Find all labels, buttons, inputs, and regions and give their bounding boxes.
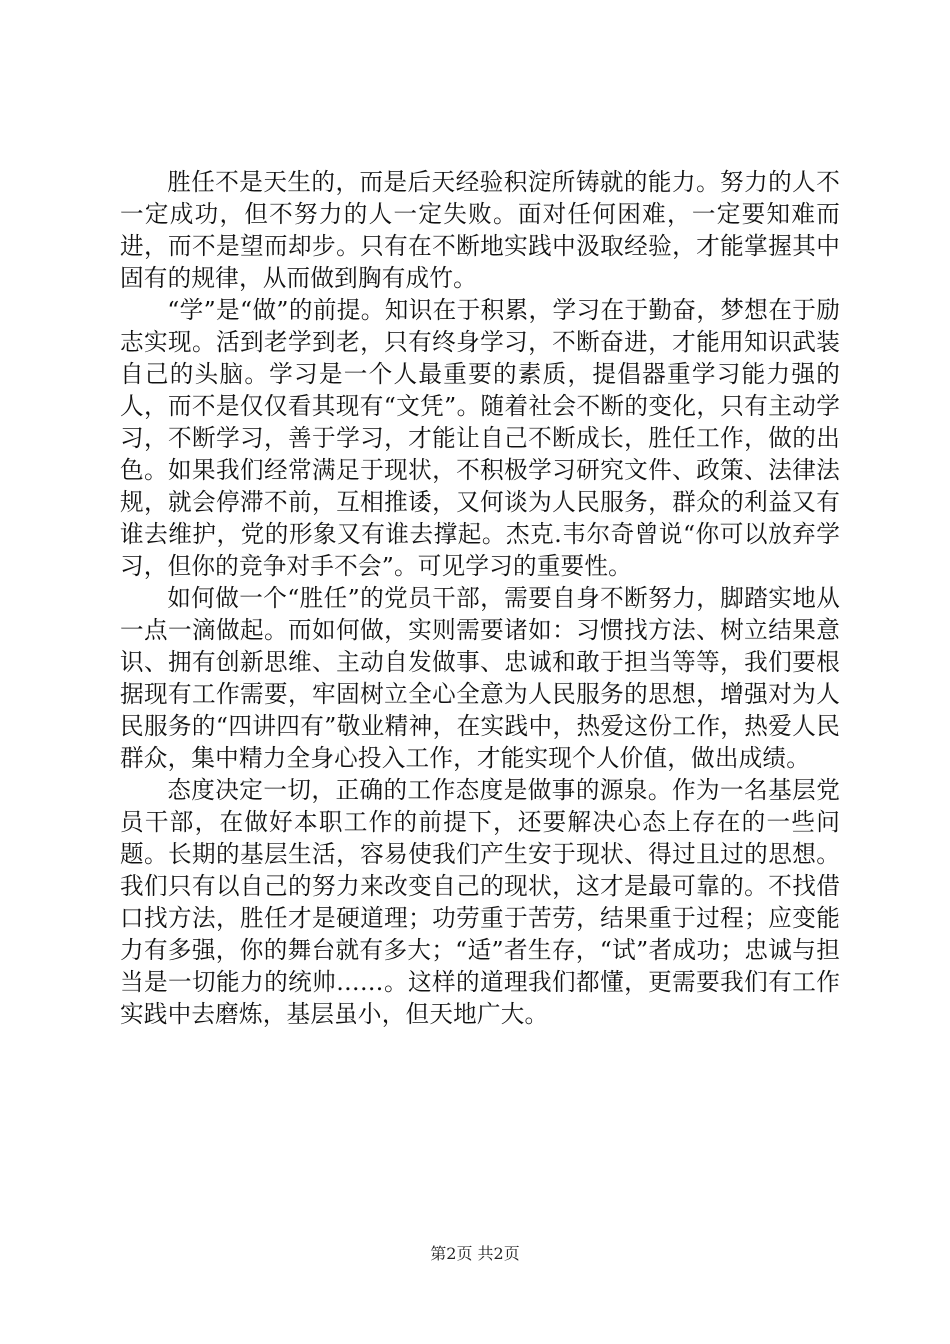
paragraph-4: 态度决定一切，正确的工作态度是做事的源泉。作为一名基层党员干部，在做好本职工作的前提下，还要解决心态上存在的一些问题。长期的基层生活，容易使我们产生安于现状、得过且过的思想。我们只有以自己的努力来改变自己的现状，这才是最可靠的。不找借口找方法，胜任才是硬道理；功劳重于苦劳，结果重于过程；应变能力有多强，你的舞台就有多大；“适”者生存，“试”者成功；忠诚与担当是一切能力的统帅……。这样的道理我们都懂，更需要我们有工作实践中去磨炼，基层虽小，但天地广大。 [120,776,840,1028]
paragraph-2: “学”是“做”的前提。知识在于积累，学习在于勤奋，梦想在于励志实现。活到老学到老，只有终身学习，不断奋进，才能用知识武装自己的头脑。学习是一个人最重要的素质，提倡器重学习能力强的人，而不是仅仅看其现有“文凭”。随着社会不断的变化，只有主动学习，不断学习，善于学习，才能让自己不断成长，胜任工作，做的出色。如果我们经常满足于现状，不积极学习研究文件、政策、法律法规，就会停滞不前，互相推诿，又何谈为人民服务，群众的利益又有谁去维护，党的形象又有谁去撑起。杰克.韦尔奇曾说“你可以放弃学习，但你的竞争对手不会”。可见学习的重要性。 [120,296,840,580]
body-text [120,166,840,1030]
paragraph-3: 如何做一个“胜任”的党员干部，需要自身不断努力，脚踏实地从一点一滴做起。而如何做，实则需要诸如：习惯找方法、树立结果意识、拥有创新思维、主动自发做事、忠诚和敢于担当等等，我们要根据现有工作需要，牢固树立全心全意为人民服务的思想，增强对为人民服务的“四讲四有”敬业精神，在实践中，热爱这份工作，热爱人民群众，集中精力全身心投入工作，才能实现个人价值，做出成绩。 [120,584,840,772]
paragraph-1: 胜任不是天生的，而是后天经验积淀所铸就的能力。努力的人不一定成功，但不努力的人一定失败。面对任何困难，一定要知难而进，而不是望而却步。只有在不断地实践中汲取经验，才能掌握其中固有的规律，从而做到胸有成竹。 [120,168,840,292]
page-footer: 第2页 共2页 [430,1244,520,1263]
